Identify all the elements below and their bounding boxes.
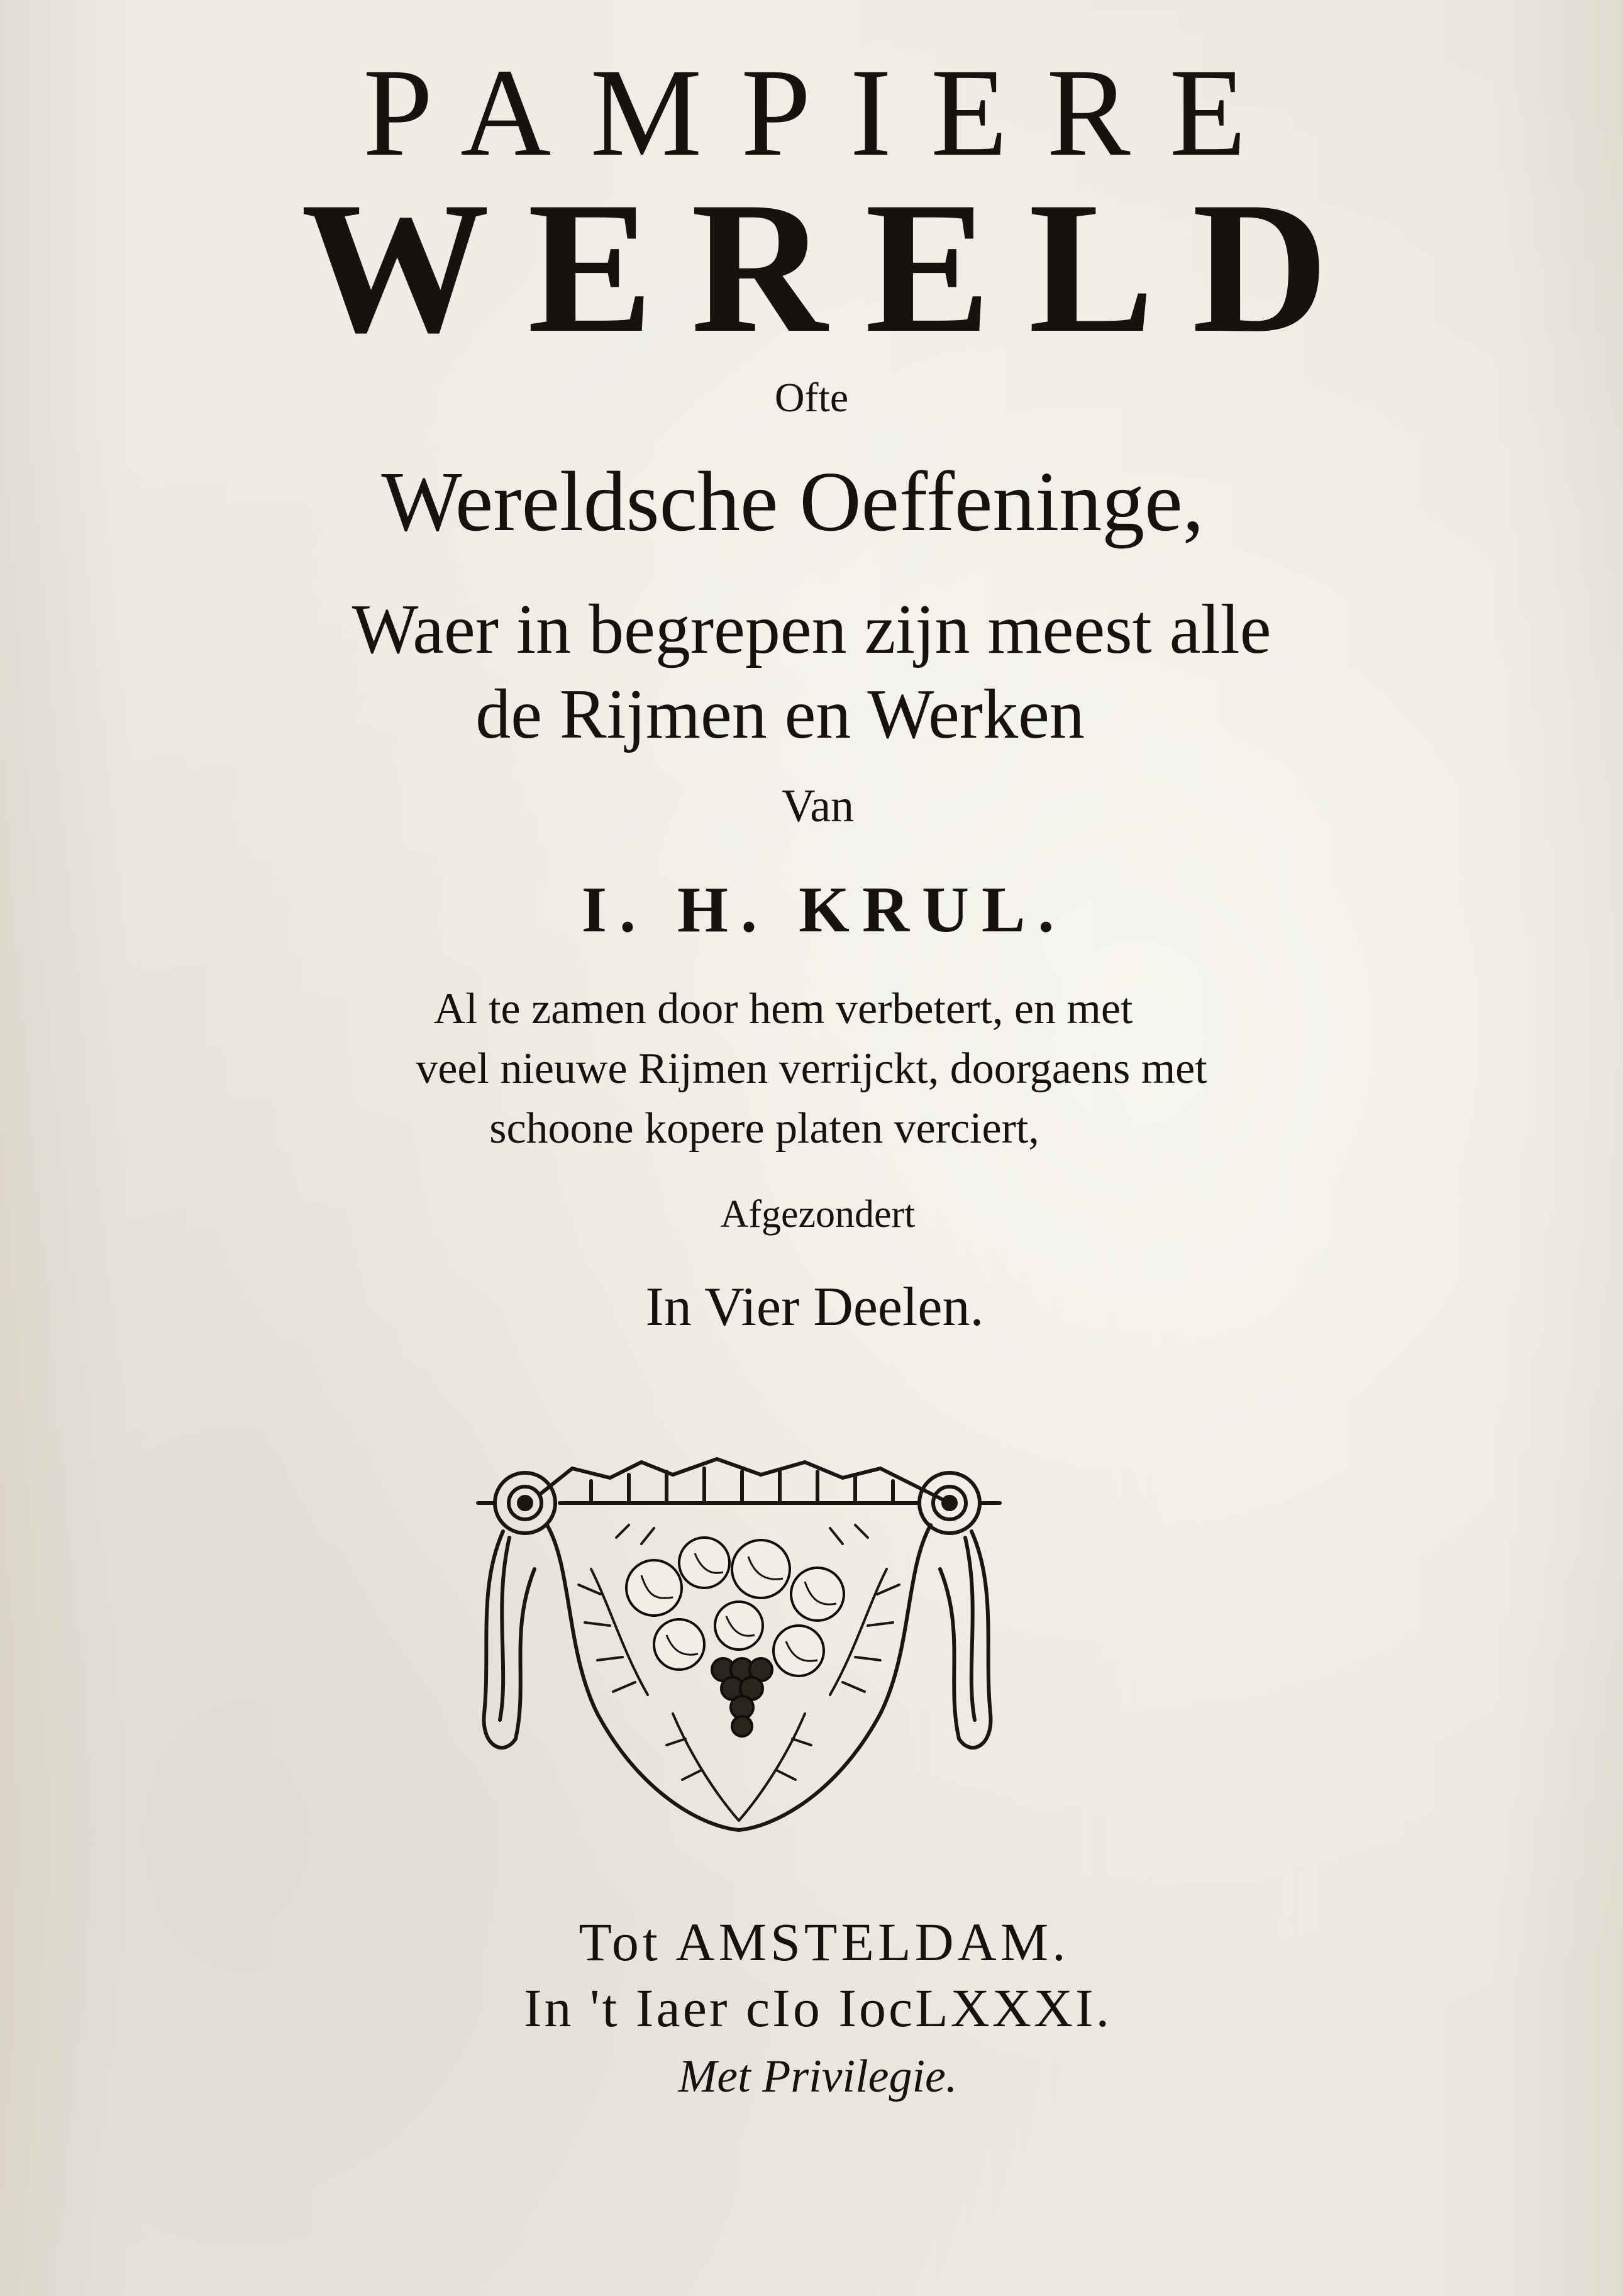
subtitle-main: Wereldsche Oeffeninge,: [381, 455, 1204, 549]
note-line-4: Afgezondert: [720, 1193, 916, 1236]
author-name: I. H. KRUL.: [581, 873, 1067, 946]
note-line-1: Al te zamen door hem verbetert, en met: [433, 985, 1133, 1033]
by-label: Van: [781, 780, 855, 832]
woodcut-ornament: [465, 1443, 1012, 1846]
imprint-year: In 't Iaer cIo IocLXXXI.: [523, 1978, 1112, 2038]
privilege-note: Met Privilegie.: [678, 2051, 958, 2102]
parts-line: In Vier Deelen.: [645, 1277, 984, 1338]
description-line-2: de Rijmen en Werken: [475, 675, 1085, 753]
note-line-2: veel nieuwe Rijmen verrijckt, doorgaens met: [416, 1045, 1207, 1093]
imprint-place: Tot AMSTELDAM.: [579, 1912, 1070, 1972]
note-line-3: schoone kopere platen verciert,: [489, 1104, 1039, 1153]
subtitle-ofte: Ofte: [774, 375, 849, 421]
title-line-2: WERELD: [301, 163, 1366, 372]
cornucopia-icon: [465, 1443, 1012, 1846]
description-line-1: Waer in begrepen zijn meest alle: [352, 591, 1271, 668]
title-line-1: PAMPIERE: [363, 43, 1285, 182]
